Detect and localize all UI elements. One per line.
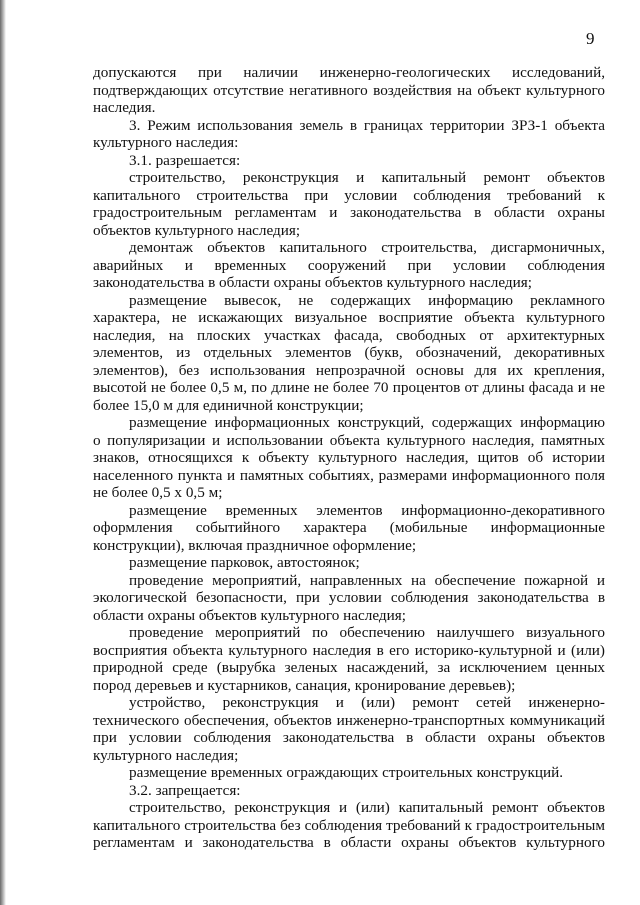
text-line: строительство, реконструкция и (или) капитальный ремонт объектов [129, 799, 605, 816]
text-line: не более 0,5 х 0,5 м; [93, 484, 223, 501]
text-line: характера, не искажающих визуальное восприятие объекта культурного [93, 309, 605, 326]
text-line: градостроительным регламентам и законодательства в области охраны [93, 204, 605, 221]
text-line: знаков, относящихся к объекту культурного наследия, щитов об истории [93, 449, 605, 466]
text-line: наследия, на плоских участках фасада, свободных от архитектурных [93, 326, 605, 344]
text-line: более 15,0 м для единичной конструкции; [93, 396, 364, 414]
paragraph [93, 624, 605, 694]
text-line: проведение мероприятий по обеспечению наилучшего визуального [129, 624, 605, 641]
text-line: строительство, реконструкция и капитальный ремонт объектов [129, 169, 605, 186]
page-number: 9 [586, 29, 595, 48]
paragraph [93, 572, 605, 625]
text-line: капитального строительства без соблюдения требований к градостроительным [93, 816, 605, 834]
text-line: при условии соблюдения законодательства в области охраны объектов [93, 729, 605, 746]
text-line: проведение мероприятий, направленных на обеспечение пожарной и [129, 571, 605, 589]
text-line: законодательства в области охраны объектов культурного наследия; [93, 274, 532, 291]
text-line: о популяризации и использовании объекта культурного наследия, памятных [93, 431, 605, 449]
paragraph [93, 554, 605, 572]
text-line: 3.2. запрещается: [129, 781, 241, 799]
text-line: 3. Режим использования земель в границах территории ЗРЗ-1 объекта [129, 116, 605, 134]
text-line: природной среде (вырубка зеленых насаждений, за исключением ценных [93, 659, 605, 676]
paragraph [93, 414, 605, 502]
paragraph [93, 117, 605, 152]
text-line: регламентам и законодательства в области охраны объектов культурного [93, 834, 605, 851]
paragraph [93, 694, 605, 764]
text-line: высотой не более 0,5 м, по длине не более 70 процентов от длины фасада и не [93, 379, 605, 396]
paragraph [93, 782, 605, 800]
text-line: элементов), без использования непрозрачной основы для их крепления, [93, 361, 605, 379]
paragraph [93, 239, 605, 292]
text-line: культурного наследия: [93, 134, 239, 151]
text-line: культурного наследия; [93, 746, 239, 764]
paragraph [93, 502, 605, 555]
paragraph [93, 292, 605, 415]
text-line: конструкции), включая праздничное оформление; [93, 536, 417, 554]
text-line: населенного пункта и памятных событиях, размерами информационного поля [93, 466, 605, 484]
text-line: демонтаж объектов капитального строительства, дисгармоничных, [129, 239, 605, 256]
paragraph [93, 169, 605, 239]
text-line: капитального строительства при условии соблюдения требований к [93, 186, 605, 204]
text-line: размещение вывесок, не содержащих информацию рекламного [129, 291, 605, 309]
text-line: области охраны объектов культурного наследия; [93, 606, 406, 624]
text-line: размещение временных элементов информационно-декоративного [129, 501, 605, 519]
text-line: наследия. [93, 99, 156, 116]
text-line: экологической безопасности, при условии соблюдения законодательства в [93, 589, 605, 606]
text-line: допускаются при наличии инженерно-геологических исследований, [93, 64, 605, 81]
paragraph [93, 64, 605, 117]
text-line: устройство, реконструкция и (или) ремонт сетей инженерно- [129, 694, 605, 711]
text-line: подтверждающих отсутствие негативного воздействия на объект культурного [93, 81, 605, 99]
text-line: объектов культурного наследия; [93, 221, 301, 239]
text-line: оформления событийного характера (мобильные информационные [93, 519, 605, 536]
text-line: 3.1. разрешается: [129, 151, 241, 169]
paragraph [93, 152, 605, 170]
text-line: размещение временных ограждающих строительных конструкций. [129, 764, 564, 781]
text-line: размещение информационных конструкций, содержащих информацию [129, 414, 605, 431]
paragraph [93, 764, 605, 782]
scan-page-edge [0, 0, 6, 905]
document-body [93, 64, 605, 852]
text-line: элементов, из отдельных элементов (букв, обозначений, декоративных [93, 344, 605, 361]
text-line: технического обеспечения, объектов инженерно-транспортных коммуникаций [93, 711, 605, 729]
text-line: аварийных и временных сооружений при условии соблюдения [93, 256, 605, 274]
text-line: размещение парковок, автостоянок; [129, 554, 360, 571]
text-line: пород деревьев и кустарников, санация, кронирование деревьев); [93, 676, 516, 694]
paragraph [93, 799, 605, 852]
text-line: восприятия объекта культурного наследия в его историко-культурной и (или) [93, 641, 605, 659]
